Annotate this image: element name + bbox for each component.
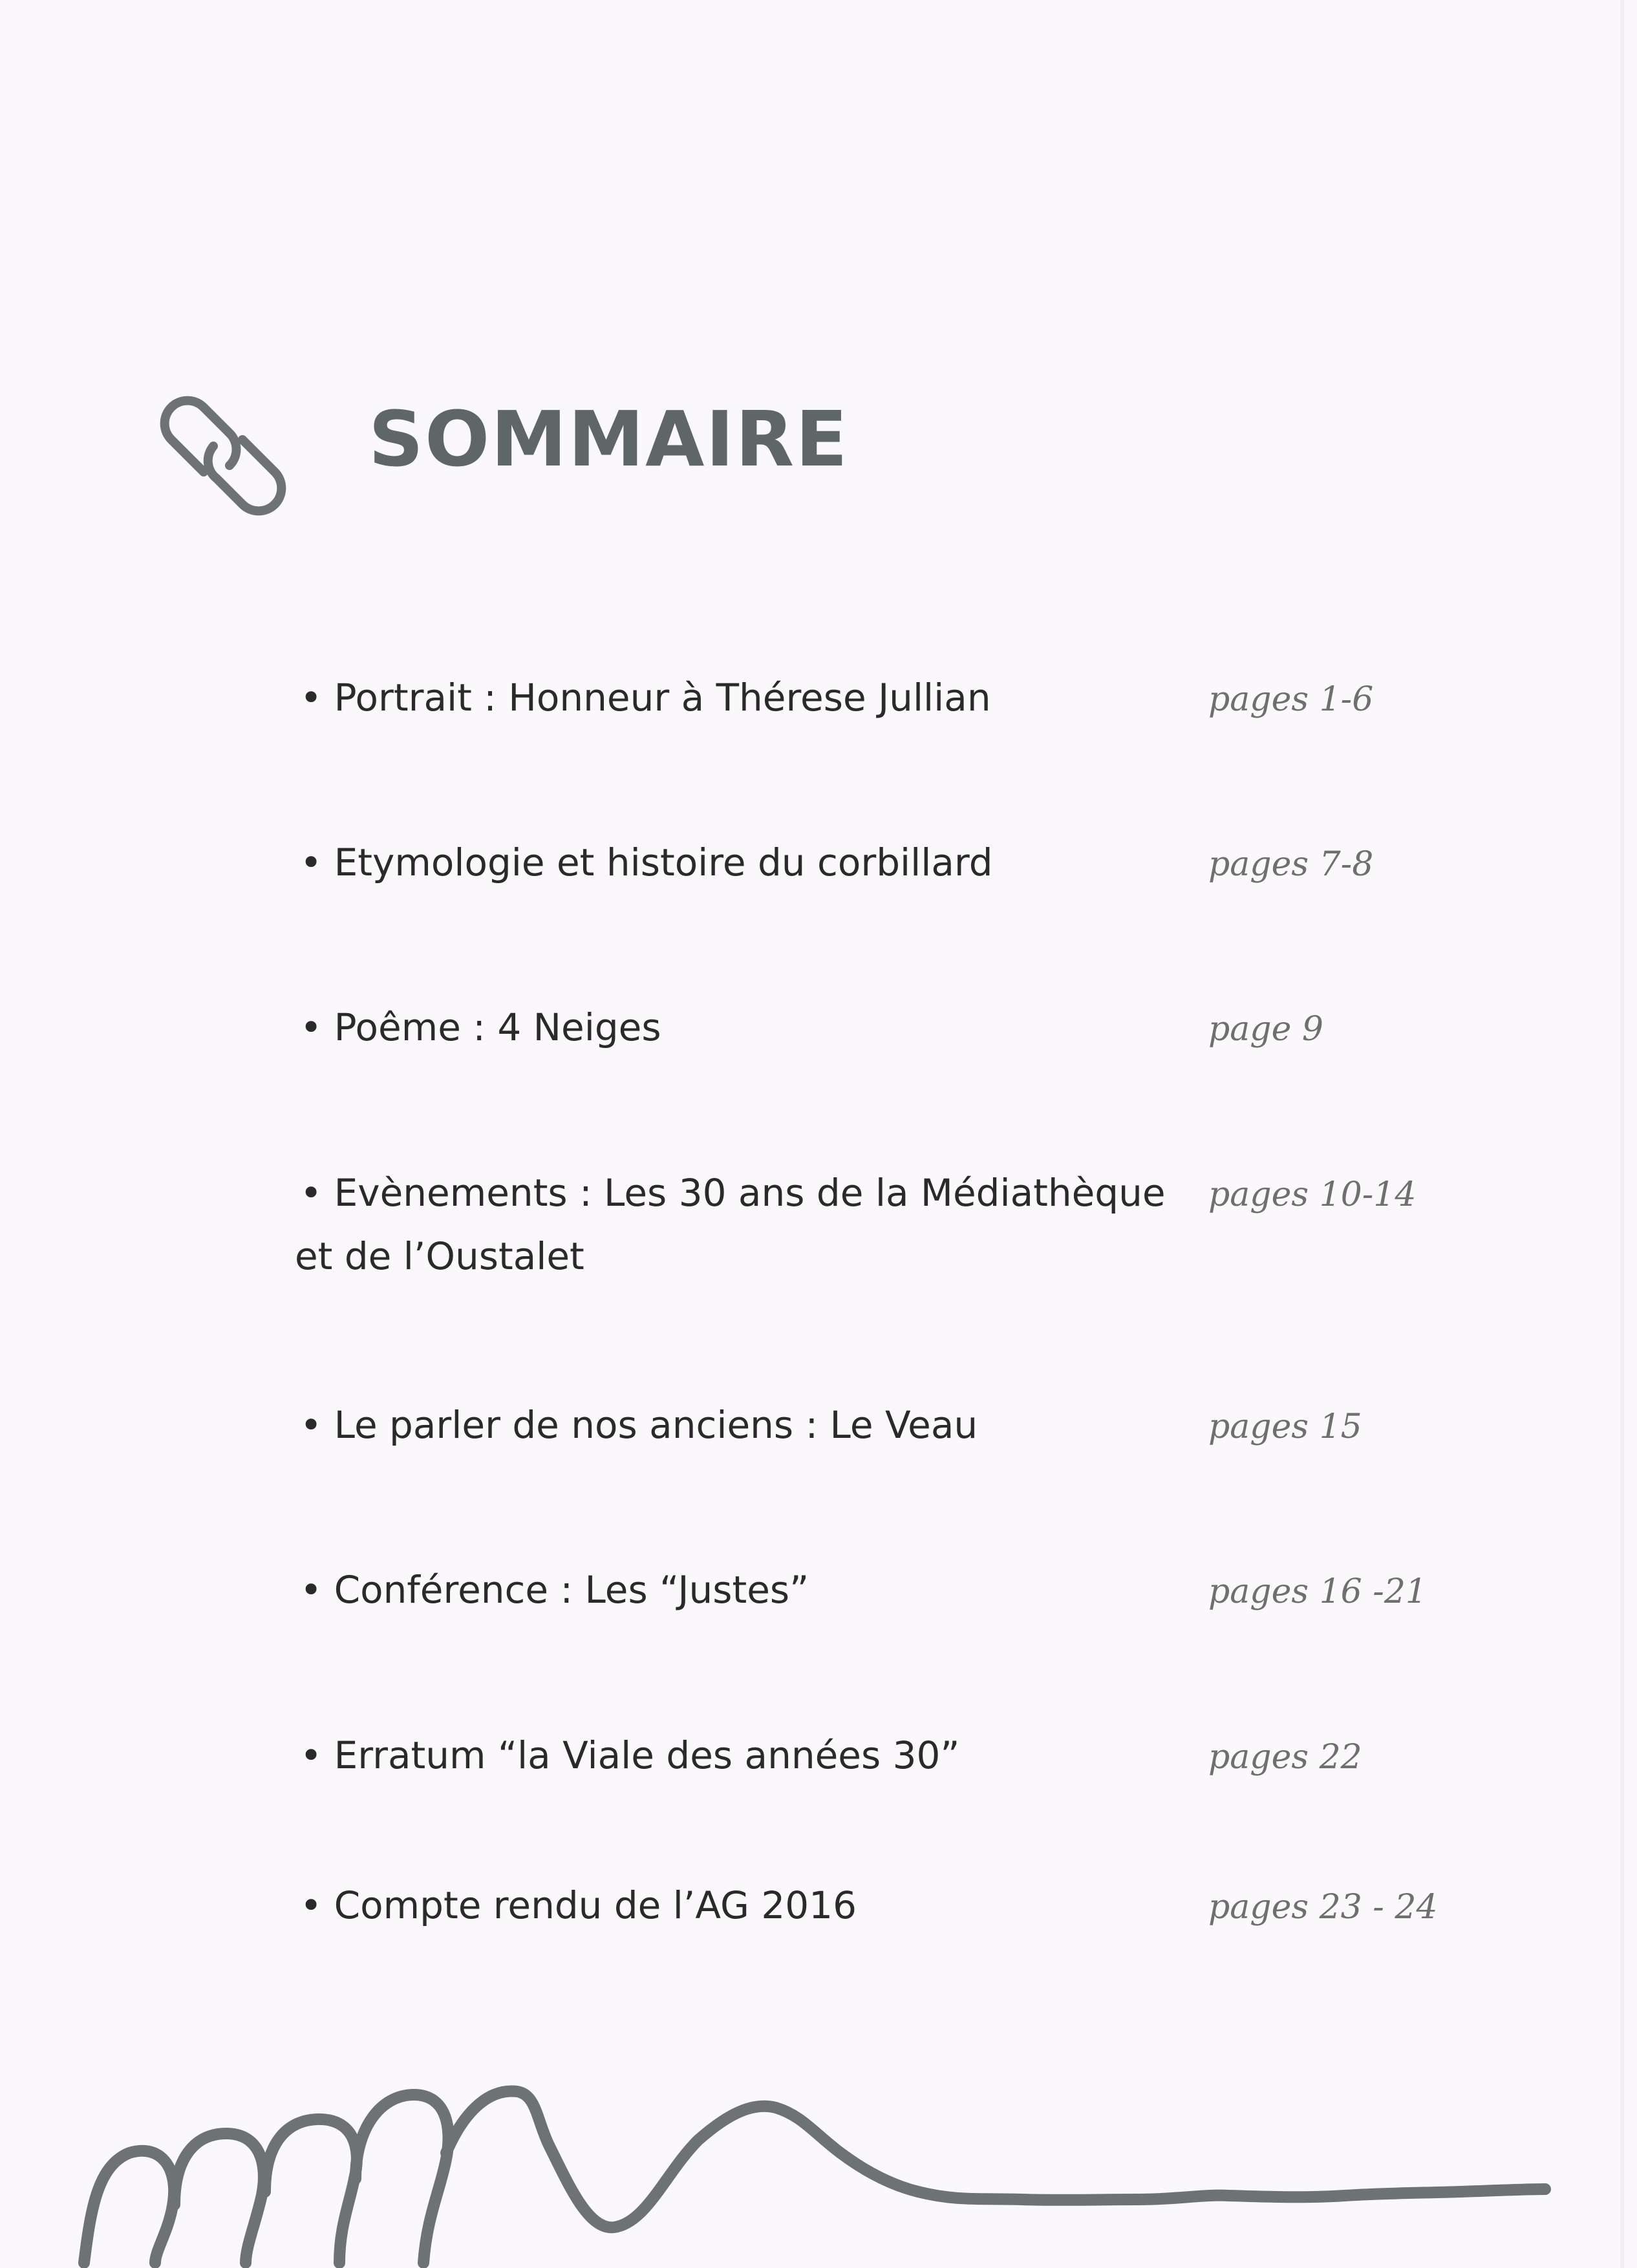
toc-item-pages: pages 23 - 24 — [1208, 1888, 1438, 1927]
toc-item-label-line1: • Evènements : Les 30 ans de la Médiathèque — [300, 1171, 1166, 1215]
toc-item-label — [295, 1161, 1166, 1288]
toc-item-label: • Le parler de nos anciens : Le Veau — [300, 1403, 978, 1447]
toc-item-pages: pages 10-14 — [1208, 1175, 1417, 1214]
toc-item-pages: pages 15 — [1208, 1407, 1362, 1446]
decorative-squiggle-drawing — [0, 2056, 1637, 2268]
toc-item-label: • Conférence : Les “Justes” — [300, 1568, 809, 1612]
toc-item-pages: page 9 — [1208, 1010, 1323, 1049]
toc-item-label: • Poême : 4 Neiges — [300, 1005, 661, 1049]
toc-item-pages: pages 7-8 — [1208, 845, 1374, 884]
page-title: SOMMAIRE — [369, 394, 849, 484]
toc-item-label: • Portrait : Honneur à Thérese Jullian — [300, 676, 991, 720]
toc-item-pages: pages 22 — [1208, 1738, 1362, 1777]
toc-item-pages: pages 16 -21 — [1208, 1572, 1427, 1611]
toc-item-label: • Compte rendu de l’AG 2016 — [300, 1883, 857, 1927]
toc-item-label: • Etymologie et histoire du corbillard — [300, 840, 993, 884]
toc-item-label: • Erratum “la Viale des années 30” — [300, 1733, 960, 1777]
toc-item-label-line2: et de l’Oustalet — [295, 1234, 584, 1278]
toc-item-pages: pages 1-6 — [1208, 680, 1374, 719]
